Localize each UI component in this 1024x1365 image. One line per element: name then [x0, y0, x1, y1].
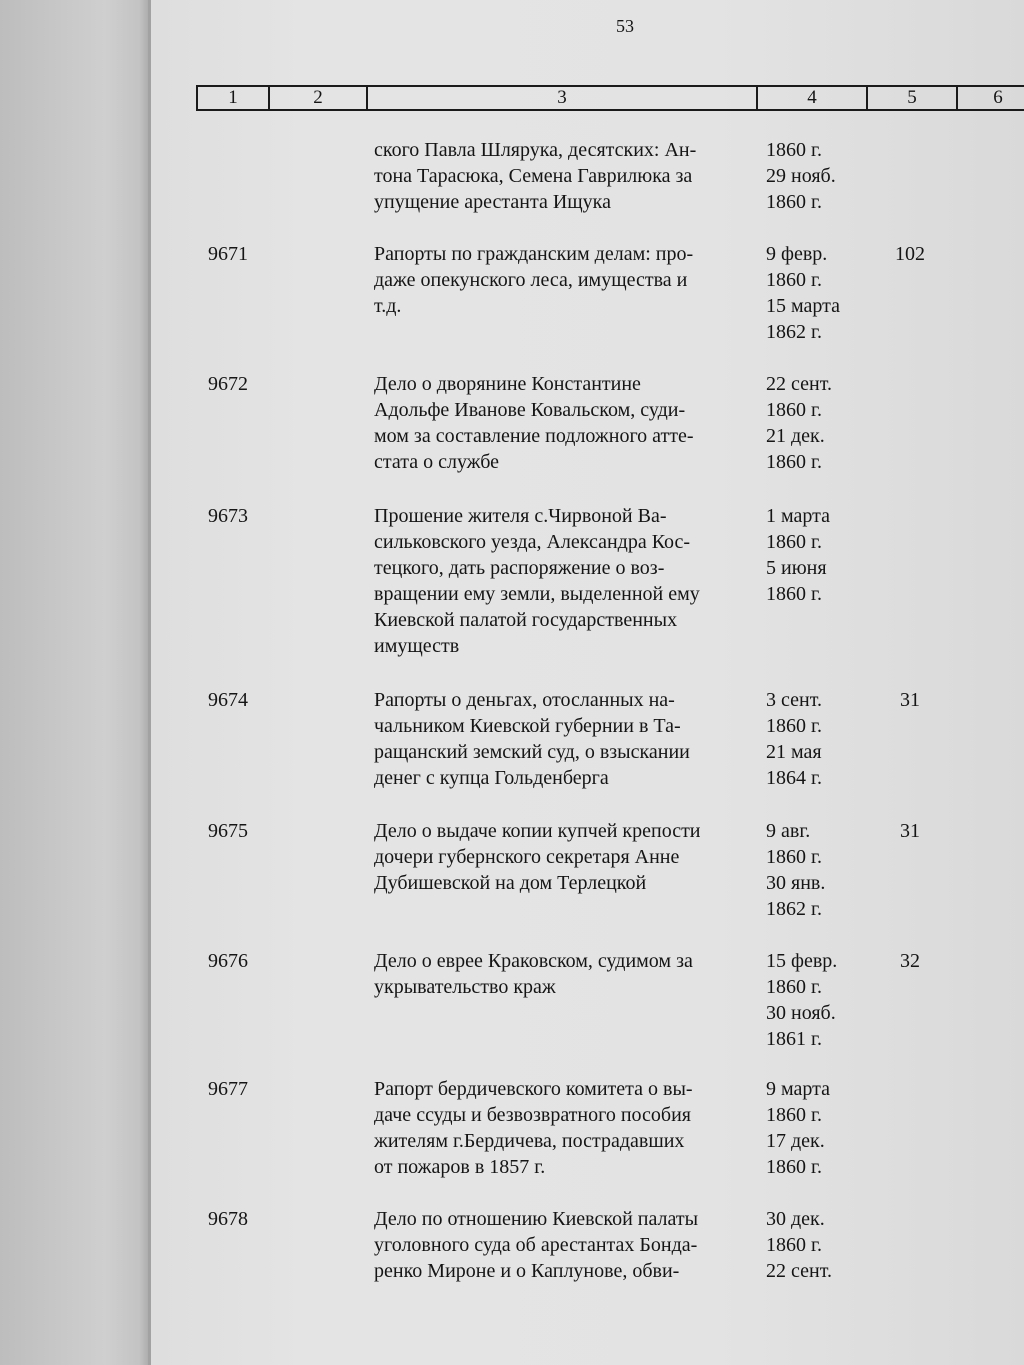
- date-line: 1862 г.: [766, 898, 822, 920]
- date-line: 30 янв.: [766, 872, 826, 894]
- date-line: 1860 г.: [766, 531, 822, 553]
- description-line: ренко Мироне и о Каплунове, обви-: [374, 1260, 680, 1282]
- record-dates: [766, 371, 866, 475]
- description-line: тона Тарасюка, Семена Гаврилюка за: [374, 165, 693, 187]
- record-number: 9676: [208, 950, 248, 972]
- description-line: уголовного суда об арестантах Бонда-: [374, 1234, 698, 1256]
- description-line: укрывательство краж: [374, 976, 556, 998]
- description-line: дочери губернского секретаря Анне: [374, 846, 680, 868]
- description-line: Дело о еврее Краковском, судимом за: [374, 950, 693, 972]
- record-dates: [766, 818, 866, 922]
- date-line: 21 мая: [766, 741, 822, 763]
- date-line: 30 нояб.: [766, 1002, 836, 1024]
- column-header-4: 4: [807, 87, 817, 108]
- date-line: 1864 г.: [766, 767, 822, 789]
- date-line: 1860 г.: [766, 139, 822, 161]
- record-description: [374, 948, 754, 1000]
- record-description: [374, 818, 754, 896]
- column-header-1: 1: [228, 87, 238, 108]
- date-line: 1860 г.: [766, 846, 822, 868]
- record-number: 9673: [208, 505, 248, 527]
- description-line: ращанский земский суд, о взыскании: [374, 741, 690, 763]
- description-line: Дело о дворянине Константине: [374, 373, 641, 395]
- date-line: 30 дек.: [766, 1208, 825, 1230]
- column-header-6: 6: [993, 87, 1003, 108]
- record-sheet-count: 32: [900, 950, 920, 972]
- description-line: стата о службе: [374, 451, 500, 473]
- facing-page-edge: [0, 0, 150, 1365]
- description-line: сильковского уезда, Александра Кос-: [374, 531, 691, 553]
- date-line: 1860 г.: [766, 399, 822, 421]
- date-line: 9 марта: [766, 1078, 830, 1100]
- description-line: Рапорт бердичевского комитета о вы-: [374, 1078, 693, 1100]
- description-line: вращении ему земли, выделенной ему: [374, 583, 700, 605]
- date-line: 3 сент.: [766, 689, 822, 711]
- description-line: Адольфе Иванове Ковальском, суди-: [374, 399, 686, 421]
- date-line: 9 февр.: [766, 243, 828, 265]
- record-dates: [766, 1076, 866, 1180]
- record-number: 9674: [208, 689, 248, 711]
- record-description: [374, 137, 754, 215]
- date-line: 21 дек.: [766, 425, 825, 447]
- date-line: 9 авг.: [766, 820, 811, 842]
- record-sheet-count: 102: [895, 243, 925, 265]
- record-sheet-count: 31: [900, 820, 920, 842]
- record-dates: [766, 1206, 866, 1284]
- record-dates: [766, 948, 866, 1052]
- record-number: 9672: [208, 373, 248, 395]
- date-line: 1860 г.: [766, 1104, 822, 1126]
- record-description: [374, 371, 754, 475]
- description-line: жителям г.Бердичева, пострадавших: [374, 1130, 685, 1152]
- description-line: чальником Киевской губернии в Та-: [374, 715, 681, 737]
- record-description: [374, 1076, 754, 1180]
- column-header-3: 3: [557, 87, 567, 108]
- date-line: 1860 г.: [766, 1156, 822, 1178]
- date-line: 22 сент.: [766, 1260, 832, 1282]
- column-header-row: [196, 85, 1024, 111]
- description-line: даче ссуды и безвозвратного пособия: [374, 1104, 691, 1126]
- description-line: Прошение жителя с.Чирвоной Ва-: [374, 505, 667, 527]
- description-line: Киевской палатой государственных: [374, 609, 678, 631]
- record-description: [374, 503, 754, 659]
- record-dates: [766, 137, 866, 215]
- date-line: 1860 г.: [766, 1234, 822, 1256]
- description-line: имуществ: [374, 635, 460, 657]
- date-line: 1860 г.: [766, 583, 822, 605]
- description-line: Рапорты по гражданским делам: про-: [374, 243, 694, 265]
- description-line: Дело о выдаче копии купчей крепости: [374, 820, 701, 842]
- record-description: [374, 241, 754, 319]
- date-line: 29 нояб.: [766, 165, 836, 187]
- date-line: 5 июня: [766, 557, 827, 579]
- date-line: 15 февр.: [766, 950, 838, 972]
- column-header-5: 5: [907, 87, 917, 108]
- description-line: т.д.: [374, 295, 402, 317]
- date-line: 15 марта: [766, 295, 840, 317]
- description-line: денег с купца Гольденберга: [374, 767, 609, 789]
- description-line: Дубишевской на дом Терлецкой: [374, 872, 647, 894]
- description-line: мом за составление подложного атте-: [374, 425, 694, 447]
- description-line: тецкого, дать распоряжение о воз-: [374, 557, 665, 579]
- record-number: 9678: [208, 1208, 248, 1230]
- description-line: Дело по отношению Киевской палаты: [374, 1208, 699, 1230]
- column-header-2: 2: [313, 87, 323, 108]
- date-line: 22 сент.: [766, 373, 832, 395]
- description-line: от пожаров в 1857 г.: [374, 1156, 546, 1178]
- date-line: 1860 г.: [766, 269, 822, 291]
- date-line: 1 марта: [766, 505, 830, 527]
- page-number: 53: [616, 16, 634, 36]
- record-dates: [766, 687, 866, 791]
- record-description: [374, 1206, 754, 1284]
- record-number: 9671: [208, 243, 248, 265]
- record-dates: [766, 241, 866, 345]
- description-line: Рапорты о деньгах, отосланных на-: [374, 689, 675, 711]
- description-line: упущение арестанта Ищука: [374, 191, 611, 213]
- date-line: 1862 г.: [766, 321, 822, 343]
- record-dates: [766, 503, 866, 607]
- record-sheet-count: 31: [900, 689, 920, 711]
- date-line: 1861 г.: [766, 1028, 822, 1050]
- date-line: 17 дек.: [766, 1130, 825, 1152]
- record-number: 9677: [208, 1078, 248, 1100]
- date-line: 1860 г.: [766, 191, 822, 213]
- date-line: 1860 г.: [766, 976, 822, 998]
- description-line: даже опекунского леса, имущества и: [374, 269, 688, 291]
- book-spine-shadow: [148, 0, 151, 1365]
- description-line: ского Павла Шлярука, десятских: Ан-: [374, 139, 697, 161]
- record-number: 9675: [208, 820, 248, 842]
- date-line: 1860 г.: [766, 715, 822, 737]
- date-line: 1860 г.: [766, 451, 822, 473]
- record-description: [374, 687, 754, 791]
